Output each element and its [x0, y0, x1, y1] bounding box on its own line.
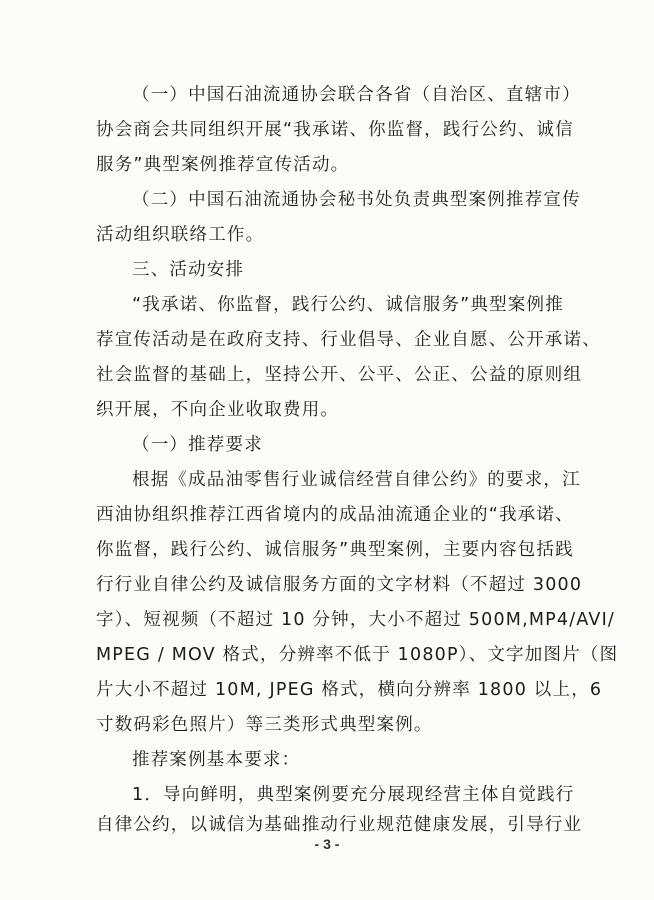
paragraph-line: 自律公约，以诚信为基础推动行业规范健康发展，引导行业: [96, 815, 583, 835]
paragraph-line: （二）中国石油流通协会秘书处负责典型案例推荐宣传: [132, 190, 581, 210]
paragraph-line: “我承诺、你监督，践行公约、诚信服务”典型案例推: [132, 295, 564, 315]
paragraph-line: 1．导向鲜明，典型案例要充分展现经营主体自觉践行: [132, 785, 575, 805]
section-heading: 三、活动安排: [132, 260, 245, 280]
paragraph-line: 协会商会共同组织开展“我承诺、你监督，践行公约、诚信: [96, 120, 574, 140]
paragraph-line: 根据《成品油零售行业诚信经营自律公约》的要求，江: [132, 470, 581, 490]
paragraph-line: 行行业自律公约及诚信服务方面的文字材料（不超过 3000: [96, 575, 583, 595]
paragraph-line: 活动组织联络工作。: [96, 225, 265, 245]
paragraph-line: 字）、短视频（不超过 10 分钟，大小不超过 500M,MP4/AVI/: [96, 610, 616, 630]
paragraph-line: MPEG / MOV 格式，分辨率不低于 1080P）、文字加图片（图: [96, 645, 619, 665]
paragraph-line: 你监督，践行公约、诚信服务”典型案例，主要内容包括践: [96, 540, 574, 560]
subsection-heading: （一）推荐要求: [132, 435, 263, 455]
paragraph-line: 片大小不超过 10M, JPEG 格式，横向分辨率 1800 以上，6: [96, 680, 603, 700]
paragraph-line: 西油协组织推荐江西省境内的成品油流通企业的“我承诺、: [96, 505, 574, 525]
paragraph-line: 织开展，不向企业收取费用。: [96, 400, 340, 420]
paragraph-line: 荐宣传活动是在政府支持、行业倡导、企业自愿、公开承诺、: [96, 330, 601, 350]
page-number: - 3 -: [314, 836, 340, 852]
paragraph-line: 服务”典型案例推荐宣传活动。: [96, 155, 350, 175]
paragraph-line: 寸数码彩色照片）等三类形式典型案例。: [96, 715, 433, 735]
paragraph-line: 社会监督的基础上，坚持公开、公平、公正、公益的原则组: [96, 365, 583, 385]
paragraph-line: 推荐案例基本要求：: [132, 750, 301, 770]
paragraph-line: （一）中国石油流通协会联合各省（自治区、直辖市）: [132, 85, 581, 105]
